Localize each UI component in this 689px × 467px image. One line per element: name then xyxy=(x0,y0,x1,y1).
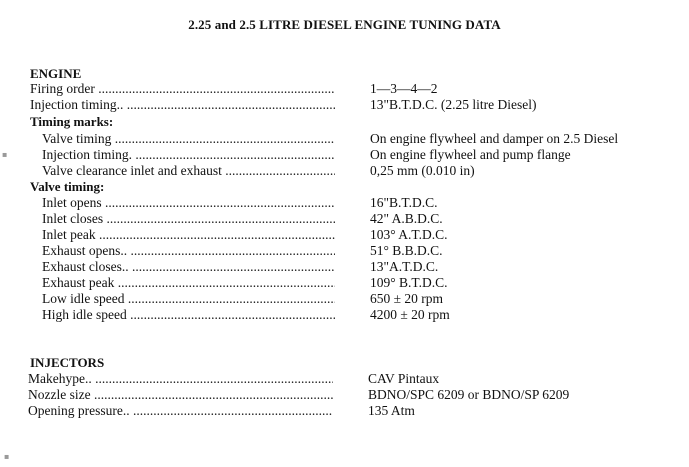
row-value: 103° A.T.D.C. xyxy=(370,227,448,242)
row-label: Opening pressure.. ..... xyxy=(28,403,333,419)
section-heading-injectors: INJECTORS xyxy=(30,355,105,370)
row-value: On engine flywheel and pump flange xyxy=(370,147,571,162)
section-heading-engine: ENGINE xyxy=(30,66,82,81)
row-label: Exhaust peak ..... xyxy=(42,275,335,291)
row-value: 1—3—4—2 xyxy=(370,81,438,96)
row-value: 13"A.T.D.C. xyxy=(370,259,439,274)
row-label: Inlet peak ..... xyxy=(42,227,335,243)
scan-speck-mark: ▪ xyxy=(2,150,8,159)
row-value: 0,25 mm (0.010 in) xyxy=(370,163,475,178)
row-label: High idle speed ..... xyxy=(42,307,335,323)
row-label: Inlet opens ..... xyxy=(42,195,335,211)
section-heading-valve-timing: Valve timing: xyxy=(30,179,105,194)
row-label: Nozzle size ..... xyxy=(28,387,333,403)
row-value: 650 ± 20 rpm xyxy=(370,291,444,306)
row-label: Valve timing ..... xyxy=(42,131,335,147)
row-label: Exhaust closes.. ..... xyxy=(42,259,335,275)
row-value: 135 Atm xyxy=(368,403,415,418)
row-label: Makehype.. ..... xyxy=(28,371,333,387)
row-label: Injection timing. ..... xyxy=(42,147,335,163)
row-label: Firing order ..... xyxy=(30,81,335,97)
row-label: Injection timing.. ..... xyxy=(30,97,335,113)
row-value: CAV Pintaux xyxy=(368,371,440,386)
row-label: Inlet closes ..... xyxy=(42,211,335,227)
row-value: 109° B.T.D.C. xyxy=(370,275,448,290)
row-value: 42" A.B.D.C. xyxy=(370,211,443,226)
row-value: BDNO/SPC 6209 or BDNO/SP 6209 xyxy=(368,387,570,402)
row-value: On engine flywheel and damper on 2.5 Diesel xyxy=(370,131,619,146)
section-heading-timing-marks: Timing marks: xyxy=(30,114,114,129)
row-label: Low idle speed ..... xyxy=(42,291,335,307)
row-value: 13"B.T.D.C. (2.25 litre Diesel) xyxy=(370,97,537,112)
row-value: 4200 ± 20 rpm xyxy=(370,307,450,322)
row-value: 16"B.T.D.C. xyxy=(370,195,438,210)
row-label: Exhaust opens.. ..... xyxy=(42,243,335,259)
scan-speck-mark: ▪ xyxy=(4,452,10,461)
row-value: 51° B.B.D.C. xyxy=(370,243,443,258)
page-title: 2.25 and 2.5 LITRE DIESEL ENGINE TUNING DATA xyxy=(188,17,501,32)
row-label: Valve clearance inlet and exhaust ..... xyxy=(42,163,335,179)
